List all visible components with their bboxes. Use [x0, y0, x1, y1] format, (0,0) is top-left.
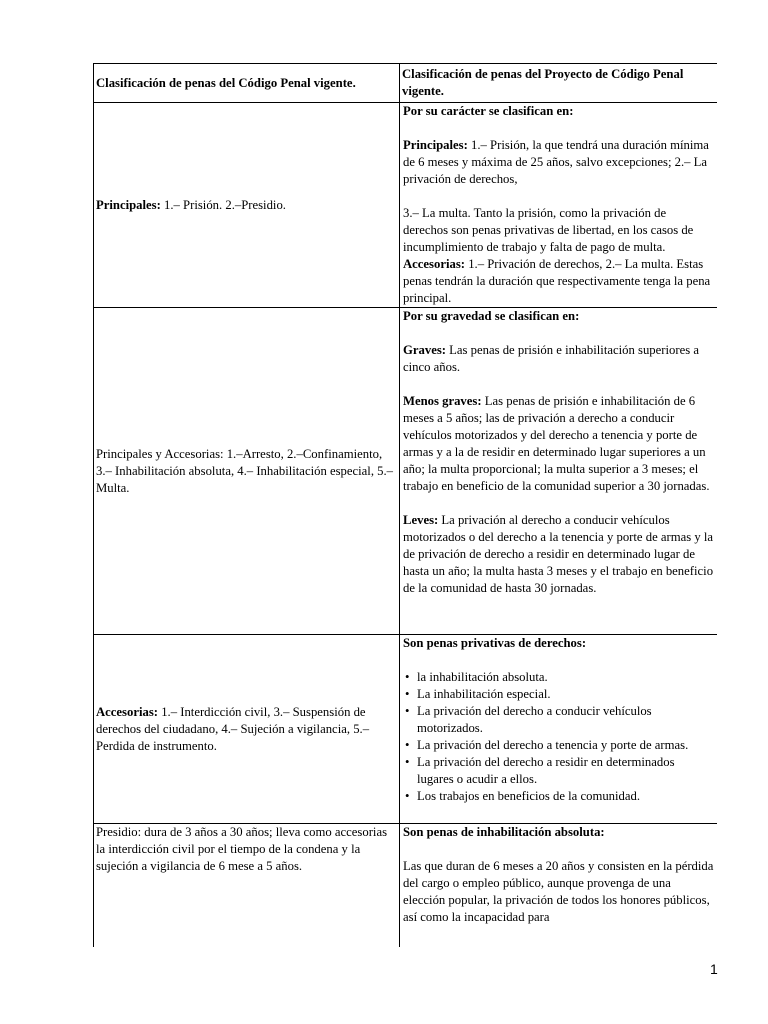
label-leves: Leves: [403, 513, 439, 527]
cell-project-caracter [400, 103, 718, 308]
text-principales: 1.– Prisión. 2.–Presidio. [160, 197, 286, 212]
privativas-list [403, 669, 714, 805]
cell-project-privativas [400, 635, 718, 824]
text-multa: 3.– La multa. Tanto la prisión, como la privación de derechos son penas privativas de libertad, en los casos de incumplimiento de trabajo y falta de pago de multa. [403, 206, 694, 254]
label-graves: Graves: [403, 343, 446, 357]
text-graves: Las penas de prisión e inhabilitación superiores a cinco años. [403, 343, 699, 374]
table-row [94, 308, 718, 635]
text-leves: La privación al derecho a conducir vehículos motorizados o del derecho a la tenencia y porte de armas y la de privación de derecho a residir en determinado lugar de hasta un año; la multa hasta 3 meses y el trabajo en beneficio de la comunidad de hasta 30 jornadas. [403, 513, 714, 595]
header-project-code: Clasificación de penas del Proyecto de Código Penal vigente. [400, 64, 718, 103]
text-principales-accesorias: Principales y Accesorias: 1.–Arresto, 2.–Confinamiento, 3.– Inhabilitación absoluta, 4.– Inhabilitación especial, 5.– Multa. [96, 446, 394, 495]
label-principales: Principales: [403, 138, 468, 152]
label-menos-graves: Menos graves: [403, 394, 482, 408]
cell-current-principales [94, 103, 400, 308]
text-presidio: Presidio: dura de 3 años a 30 años; lleva como accesorias la interdicción civil por el tiempo de la condena y la sujeción a vigilancia de 6 mese a 5 años. [96, 825, 388, 873]
list-item: • La privación del derecho a conducir vehículos motorizados. [403, 703, 714, 737]
section-heading: Por su gravedad se clasifican en: [403, 309, 580, 323]
text-principales-proyecto: 1.– Prisión, la que tendrá una duración mínima de 6 meses y máxima de 25 años, salvo excepciones; 2.– La privación de derechos, [403, 138, 709, 186]
section-heading: Son penas de inhabilitación absoluta: [403, 825, 605, 839]
penalties-comparison-table [93, 63, 717, 947]
list-item: • Los trabajos en beneficios de la comunidad. [403, 788, 714, 805]
document-page [93, 63, 717, 947]
table-row [94, 103, 718, 308]
list-item: • La privación del derecho a residir en determinados lugares o acudir a ellos. [403, 754, 714, 788]
section-heading: Son penas privativas de derechos: [403, 636, 587, 650]
list-item: • La inhabilitación especial. [403, 686, 714, 703]
list-item: • la inhabilitación absoluta. [403, 669, 714, 686]
list-item: • La privación del derecho a tenencia y porte de armas. [403, 737, 714, 754]
header-current-code: Clasificación de penas del Código Penal vigente. [94, 64, 400, 103]
text-accesorias-vigente: 1.– Interdicción civil, 3.– Suspensión de derechos del ciudadano, 4.– Sujeción a vigilancia, 5.– Perdida de instrumento. [96, 704, 370, 753]
label-principales: Principales: [96, 197, 161, 212]
cell-project-inhabilitacion [400, 824, 718, 948]
table-header-row [94, 64, 718, 103]
text-accesorias: 1.– Privación de derechos, 2.– La multa. Estas penas tendrán la duración que respectivamente tenga la pena principal. [403, 257, 711, 305]
cell-current-principales-accesorias [94, 308, 400, 635]
label-accesorias: Accesorias: [96, 704, 159, 719]
section-heading: Por su carácter se clasifican en: [403, 104, 574, 118]
page-number: 1 [710, 961, 718, 977]
label-accesorias: Accesorias: [403, 257, 466, 271]
cell-current-accesorias [94, 635, 400, 824]
table-row [94, 824, 718, 948]
cell-current-presidio [94, 824, 400, 948]
text-menos-graves: Las penas de prisión e inhabilitación de 6 meses a 5 años; las de privación a derecho a conducir vehículos motorizados y del derecho a tenencia y porte de armas y a la de residir en determinado lugar superiores a un año; la multa proporcional; la multa superior a 3 meses; el trabajo en beneficio de la comunidad superior a 30 jornadas. [403, 394, 710, 493]
text-inhabilitacion: Las que duran de 6 meses a 20 años y consisten en la pérdida del cargo o empleo público, aunque provenga de una elección popular, la privación de todos los honores públicos, así como la incapacidad para [403, 859, 714, 924]
table-row [94, 635, 718, 824]
cell-project-gravedad [400, 308, 718, 635]
